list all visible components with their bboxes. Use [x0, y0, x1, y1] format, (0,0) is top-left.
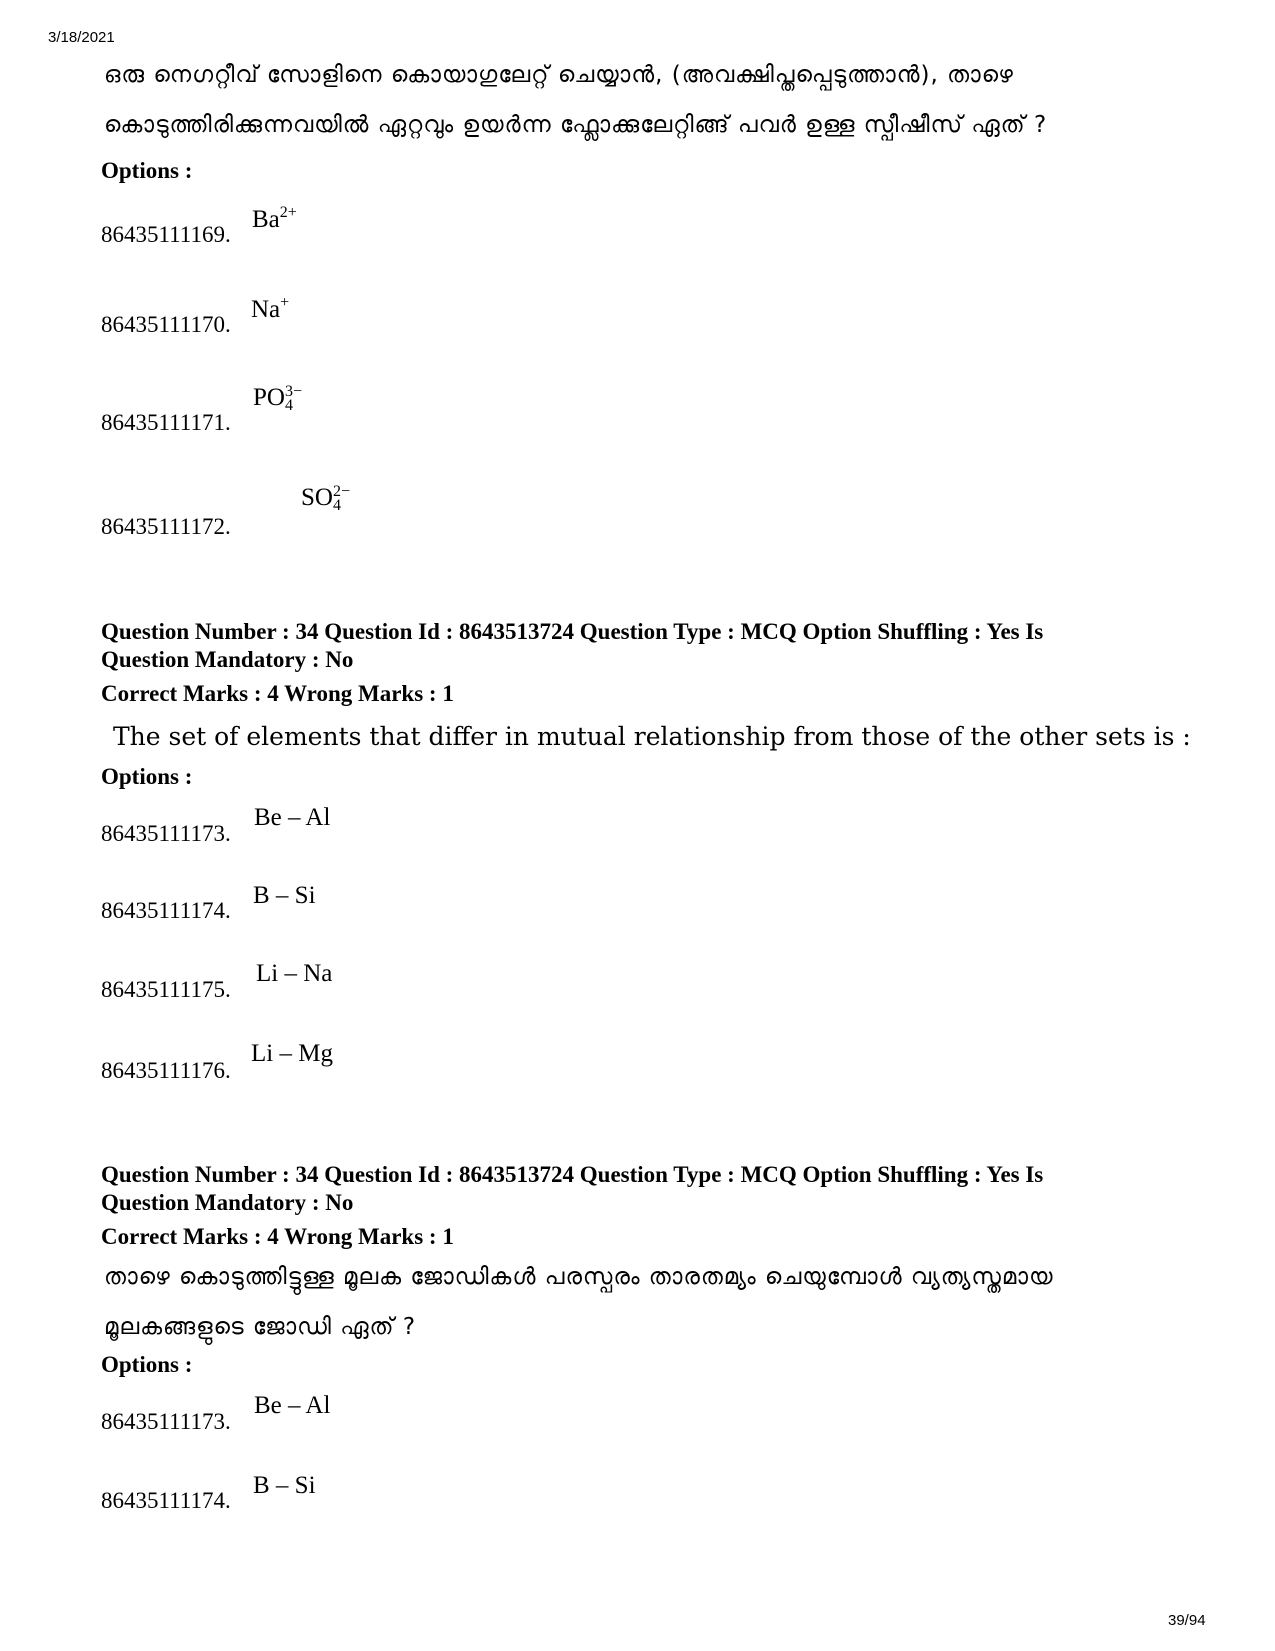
question-meta: Question Mandatory : No — [101, 1190, 354, 1215]
option-id: 86435111174. — [101, 1488, 231, 1513]
option-id: 86435111176. — [101, 1058, 231, 1083]
option-formula: Na+ — [251, 294, 290, 323]
option-formula: PO 3− 4 — [253, 383, 302, 415]
option-text: Li – Na — [256, 960, 333, 987]
question-meta: Question Mandatory : No — [101, 647, 354, 672]
option-id: 86435111175. — [101, 977, 231, 1002]
question-34-text: The set of elements that differ in mutual relationship from those of the other sets is : — [113, 722, 1191, 751]
question-meta: Question Number : 34 Question Id : 8643513724 Question Type : MCQ Option Shuffling : Yes Is — [101, 1162, 1044, 1187]
options-label: Options : — [101, 1352, 193, 1377]
question-meta: Question Number : 34 Question Id : 8643513724 Question Type : MCQ Option Shuffling : Yes Is — [101, 619, 1044, 644]
option-id: 86435111170. — [101, 312, 231, 337]
option-text: B – Si — [253, 882, 316, 909]
option-id: 86435111171. — [101, 410, 231, 435]
question-34-ml-line-1: താഴെ കൊടുത്തിട്ടുള്ള മൂലക ജോഡികൾ പരസ്പരം താരതമ്യം ചെയുമ്പോൾ വ്യത്യസ്തമായ — [104, 1264, 1054, 1290]
question-34-ml-line-2: മൂലകങ്ങളുടെ ജോഡി ഏത് ? — [104, 1314, 417, 1340]
option-formula: SO 2− 4 — [301, 483, 350, 515]
option-id: 86435111172. — [101, 514, 231, 539]
option-id: 86435111174. — [101, 898, 231, 923]
options-label: Options : — [101, 764, 193, 789]
option-text: B – Si — [253, 1472, 316, 1499]
option-id: 86435111173. — [101, 1409, 231, 1434]
question-33-ml-line-1: ഒരു നെഗറ്റീവ് സോളിനെ കൊയാഗുലേറ്റ് ചെയ്യാൻ, (അവക്ഷിപ്തപ്പെടുത്താൻ), താഴെ — [104, 62, 1014, 88]
option-text: Li – Mg — [251, 1040, 333, 1067]
question-marks: Correct Marks : 4 Wrong Marks : 1 — [101, 1224, 454, 1249]
print-date: 3/18/2021 — [48, 29, 115, 46]
options-label: Options : — [101, 158, 193, 183]
page-number: 39/94 — [1168, 1612, 1206, 1629]
question-marks: Correct Marks : 4 Wrong Marks : 1 — [101, 681, 454, 706]
question-33-ml-line-2: കൊടുത്തിരിക്കുന്നവയിൽ ഏറ്റവും ഉയർന്ന ഫ്ലോക്കുലേറ്റിങ്ങ് പവർ ഉള്ള സ്പീഷീസ് ഏത് ? — [104, 112, 1048, 138]
option-text: Be – Al — [254, 1392, 331, 1419]
option-id: 86435111173. — [101, 821, 231, 846]
option-text: Be – Al — [254, 804, 331, 831]
option-id: 86435111169. — [101, 222, 231, 247]
option-formula: $Ba^{2+}$ — [252, 204, 297, 233]
